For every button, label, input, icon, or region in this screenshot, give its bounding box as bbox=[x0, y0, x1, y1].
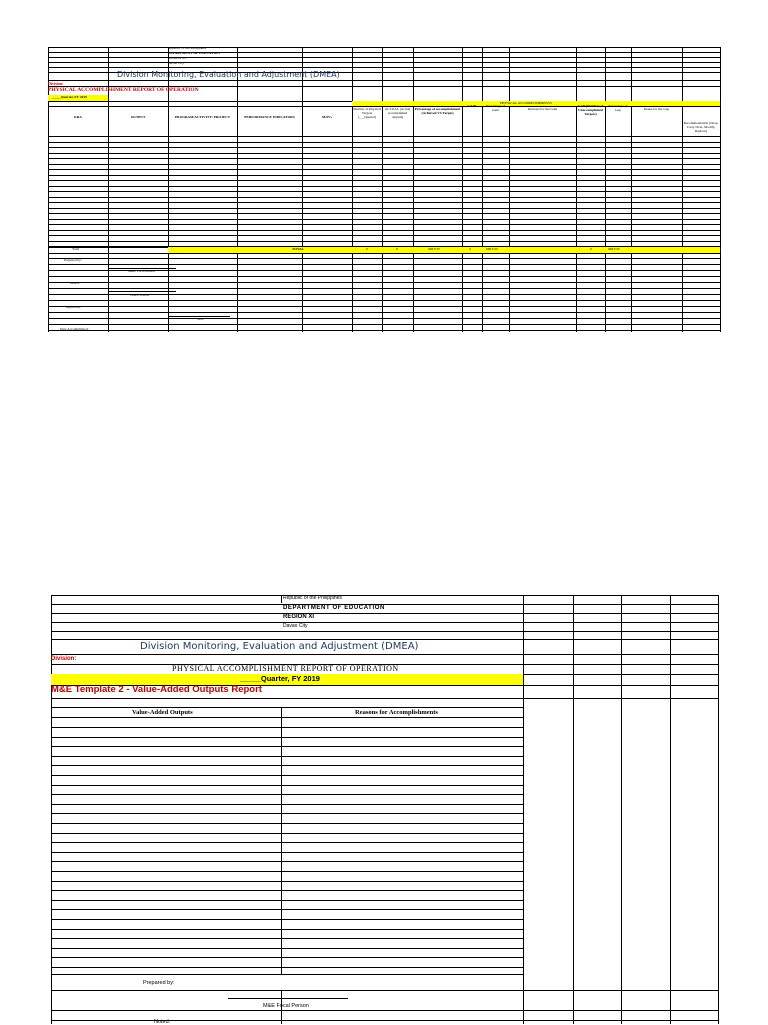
grid-hline bbox=[48, 67, 720, 68]
grid-vline bbox=[718, 595, 719, 1024]
grid-hline bbox=[51, 717, 523, 718]
grid-vline bbox=[573, 595, 574, 1024]
sheet2-quarter: _____Quarter, FY 2019 bbox=[240, 674, 320, 683]
grid-hline bbox=[48, 264, 720, 265]
grid-hline bbox=[51, 957, 523, 958]
grid-hline bbox=[48, 219, 720, 220]
grid-hline bbox=[51, 698, 718, 699]
grid-vline bbox=[462, 47, 463, 332]
grid-hline bbox=[51, 595, 718, 596]
grid-hline bbox=[48, 213, 720, 214]
sheet1-noted-signature-line bbox=[108, 291, 176, 292]
sheet1-prepared-by: Prepared by: bbox=[64, 258, 82, 262]
grid-hline bbox=[48, 253, 720, 254]
grid-vline bbox=[352, 47, 353, 332]
grid-hline bbox=[48, 197, 720, 198]
grid-hline bbox=[51, 881, 523, 882]
grid-hline bbox=[51, 948, 523, 949]
grid-hline bbox=[51, 756, 523, 757]
sheet1-total-gap: 0 bbox=[590, 247, 592, 251]
sheet2-republic: Republic of the Philippines bbox=[283, 595, 342, 601]
grid-hline bbox=[48, 235, 720, 236]
grid-hline bbox=[51, 823, 523, 824]
sheet2-col-outputs: Value-Added Outputs bbox=[132, 709, 193, 716]
sheet2-dmea-title: Division Monitoring, Evaluation and Adjustment (DMEA) bbox=[140, 641, 419, 652]
sheet1-physical-accomplishments: PHYSICAL ACCOMPLISHMENTS bbox=[500, 101, 553, 105]
grid-hline bbox=[48, 175, 720, 176]
grid-hline bbox=[51, 967, 523, 968]
grid-hline bbox=[48, 169, 720, 170]
grid-hline bbox=[48, 62, 720, 63]
sheet2-city: Davao City bbox=[283, 623, 308, 629]
grid-hline bbox=[48, 230, 720, 231]
sheet1-column-header: OUTPUT bbox=[130, 115, 146, 119]
grid-hline bbox=[48, 153, 720, 154]
grid-hline bbox=[48, 300, 720, 301]
grid-hline bbox=[51, 1020, 718, 1021]
sheet2-report-title: PHYSICAL ACCOMPLISHMENT REPORT OF OPERATION bbox=[172, 664, 399, 673]
grid-hline bbox=[48, 258, 720, 259]
sheet2-col-reasons: Reasons for Accomplishments bbox=[355, 709, 438, 716]
sheet1-column-header: KRA bbox=[74, 115, 82, 119]
sheet1-total-movs: TOTAL bbox=[292, 247, 304, 251]
sheet1-total-targets: 0 bbox=[366, 247, 368, 251]
grid-hline bbox=[51, 852, 523, 853]
sheet1-quarter: _____Quarter, FY 2019 bbox=[52, 95, 87, 99]
grid-hline bbox=[48, 186, 720, 187]
grid-hline bbox=[48, 282, 720, 283]
sheet1-column-header: Issues for the Gap bbox=[643, 107, 670, 111]
grid-hline bbox=[51, 746, 523, 747]
sheet1-division-label: Division: bbox=[48, 81, 64, 86]
grid-hline bbox=[51, 613, 718, 614]
grid-hline bbox=[51, 785, 523, 786]
grid-hline bbox=[51, 775, 523, 776]
grid-hline bbox=[51, 813, 523, 814]
sheet1-me-focal: M&E Focal Person bbox=[128, 269, 156, 273]
grid-hline bbox=[51, 622, 718, 623]
grid-hline bbox=[51, 794, 523, 795]
grid-vline bbox=[482, 47, 483, 332]
grid-hline bbox=[48, 202, 720, 203]
grid-vline bbox=[631, 47, 632, 332]
grid-hline bbox=[48, 324, 720, 325]
sheet1-total-actual: 0 bbox=[396, 247, 398, 251]
sheet1-total-pct-gap: #DIV/0! bbox=[608, 247, 620, 251]
grid-hline bbox=[51, 909, 523, 910]
grid-hline bbox=[48, 288, 720, 289]
grid-vline bbox=[281, 707, 282, 974]
sheet-value-added-outputs bbox=[0, 580, 768, 1024]
grid-hline bbox=[48, 52, 720, 53]
sheet2-me-focal: M&E Focal Person bbox=[263, 1003, 309, 1009]
sheet1-city: Davao City bbox=[168, 61, 185, 65]
grid-hline bbox=[51, 990, 718, 991]
sheet1-column-header: ACTUAL (Actual accomplished outputs) bbox=[384, 107, 411, 119]
grid-hline bbox=[51, 765, 523, 766]
grid-hline bbox=[51, 737, 523, 738]
sheet1-total-gain: 0 bbox=[469, 247, 471, 251]
grid-hline bbox=[48, 312, 720, 313]
grid-hline bbox=[51, 1010, 718, 1011]
grid-vline bbox=[682, 47, 683, 332]
sheet1-column-header: Percentage of Gain bbox=[485, 104, 506, 112]
grid-hline bbox=[48, 241, 720, 242]
sheet2-department: DEPARTMENT OF EDUCATION bbox=[283, 605, 385, 611]
grid-hline bbox=[48, 276, 720, 277]
sheet1-sds: SDS bbox=[197, 317, 204, 321]
grid-vline bbox=[576, 47, 577, 332]
grid-hline bbox=[51, 871, 523, 872]
sheet2-region: REGION XI bbox=[283, 614, 315, 620]
grid-hline bbox=[51, 631, 718, 632]
grid-hline bbox=[51, 929, 523, 930]
grid-hline bbox=[51, 974, 523, 975]
sheet1-column-header: MOVs bbox=[322, 115, 332, 119]
grid-vline bbox=[720, 47, 721, 332]
sheet1-republic: Republic of the Philippines bbox=[168, 46, 207, 50]
sheet1-column-header: PERFORMANCE INDICATORS bbox=[244, 115, 295, 119]
grid-hline bbox=[51, 727, 523, 728]
sheet1-chief: Chief, SGOD bbox=[130, 293, 150, 297]
grid-hline bbox=[51, 890, 523, 891]
grid-hline bbox=[48, 306, 720, 307]
sheet2-template-title: M&E Template 2 - Value-Added Outputs Report bbox=[51, 684, 262, 695]
grid-vline bbox=[302, 47, 303, 332]
grid-hline bbox=[48, 164, 720, 165]
sheet1-total-pct-accomplishment: #DIV/0! bbox=[428, 247, 440, 251]
grid-hline bbox=[51, 861, 523, 862]
sheet1-column-header: GAP (Number of Unaccomplished Targets) bbox=[577, 104, 604, 116]
sheet2-signature-line bbox=[228, 998, 348, 999]
sheet1-total-label: Total bbox=[72, 247, 80, 251]
grid-vline bbox=[621, 595, 622, 1024]
sheet-physical-accomplishment bbox=[0, 0, 768, 340]
sheet1-column-header: Recommendation (Drop, Carry Over, Modify, Replace) bbox=[683, 121, 719, 133]
sheet1-report-title: PHYSICAL ACCOMPLISHMENT REPORT OF OPERATION bbox=[48, 87, 199, 93]
grid-vline bbox=[413, 47, 414, 332]
grid-hline bbox=[48, 47, 720, 48]
sheet1-column-header: Percentage of accomplishment (Achieved VS Target) bbox=[414, 107, 461, 115]
sheet1-date-accomplished: Date Accomplished: bbox=[60, 327, 89, 331]
sheet1-approved: Approved: bbox=[66, 305, 81, 309]
grid-hline bbox=[48, 142, 720, 143]
grid-vline bbox=[509, 47, 510, 332]
grid-hline bbox=[51, 639, 718, 640]
grid-vline bbox=[382, 47, 383, 332]
grid-hline bbox=[51, 900, 523, 901]
grid-hline bbox=[51, 707, 523, 708]
grid-vline bbox=[670, 595, 671, 1024]
sheet1-region: REGION XI bbox=[168, 56, 186, 60]
sheet2-prepared-by: Prepared by: bbox=[143, 980, 175, 986]
grid-hline bbox=[51, 654, 718, 655]
grid-hline bbox=[48, 57, 720, 58]
sheet1-total-pct-gain: #DIV/0! bbox=[486, 247, 498, 251]
grid-hline bbox=[51, 833, 523, 834]
sheet1-dmea-title: Division Monitoring, Evaluation and Adjustment (DMEA) bbox=[117, 70, 340, 79]
sheet1-department: DEPARTMENT OF EDUCATION bbox=[168, 51, 221, 55]
grid-hline bbox=[48, 180, 720, 181]
grid-hline bbox=[51, 842, 523, 843]
grid-vline bbox=[523, 595, 524, 1024]
sheet1-total-band bbox=[168, 247, 720, 253]
sheet1-column-header: Reasons for the Gain bbox=[527, 107, 558, 111]
grid-hline bbox=[51, 938, 523, 939]
grid-hline bbox=[51, 919, 523, 920]
grid-hline bbox=[48, 191, 720, 192]
sheet1-column-header: GAIN bbox=[467, 104, 477, 108]
grid-hline bbox=[48, 80, 720, 81]
grid-vline bbox=[237, 47, 238, 332]
grid-hline bbox=[48, 136, 720, 137]
sheet2-noted: Noted: bbox=[154, 1019, 171, 1025]
grid-hline bbox=[48, 147, 720, 148]
grid-hline bbox=[51, 804, 523, 805]
grid-hline bbox=[48, 208, 720, 209]
grid-hline bbox=[48, 158, 720, 159]
sheet1-column-header: Percentage of Gap bbox=[608, 104, 628, 112]
sheet1-noted: Noted: bbox=[70, 281, 80, 285]
sheet1-column-header: Number of Physical Targets (___Quarter) bbox=[353, 107, 381, 119]
grid-vline bbox=[281, 595, 282, 603]
grid-vline bbox=[605, 47, 606, 332]
grid-hline bbox=[48, 224, 720, 225]
sheet1-column-header: PROGRAM/ACTIVITY/ PROJECT bbox=[174, 115, 231, 119]
sheet2-division-label: Division: bbox=[51, 656, 77, 662]
grid-hline bbox=[48, 318, 720, 319]
